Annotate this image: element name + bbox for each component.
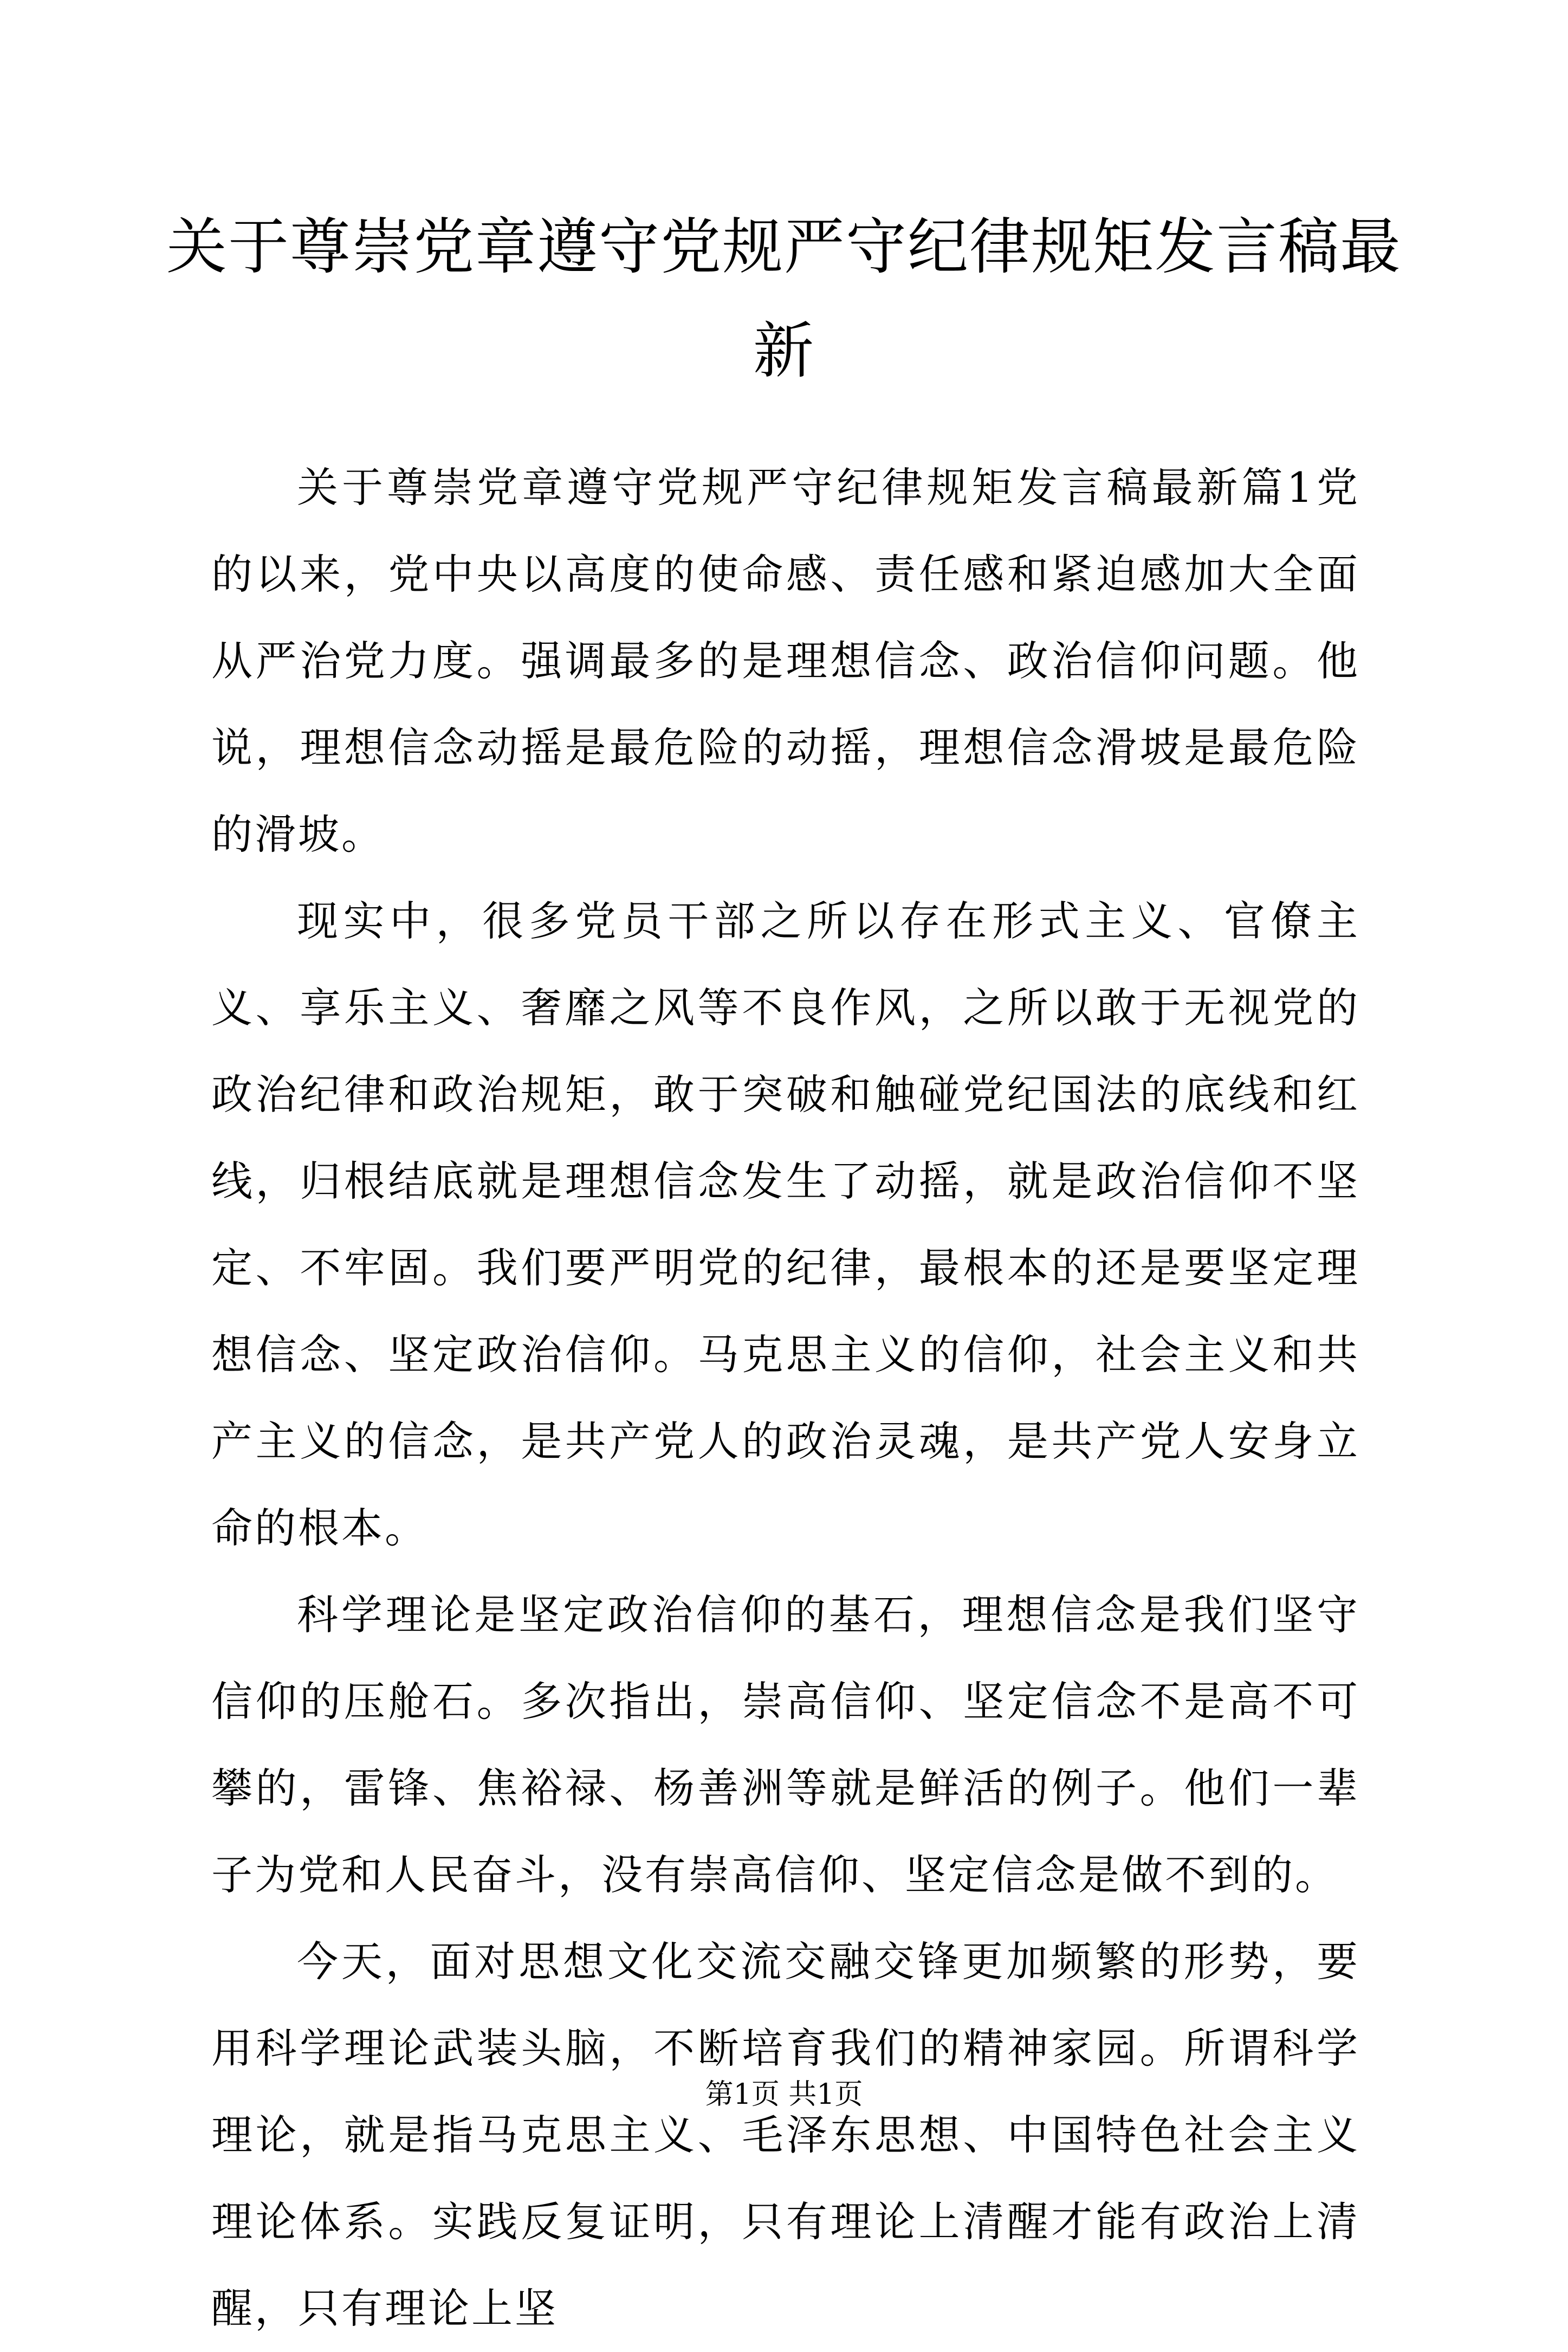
document-title: 关于尊崇党章遵守党规严守纪律规矩发言稿最新 [166, 212, 1402, 386]
paragraph-2: 现实中，很多党员干部之所以存在形式主义、官僚主义、享乐主义、奢靡之风等不良作风，之所以敢于无视党的政治纪律和政治规矩，敢于突破和触碰党纪国法的底线和红线，归根结底就是理想信念发生了动摇，就是政治信仰不坚定、不牢固。我们要严明党的纪律，最根本的还是要坚定理想信念、坚定政治信仰。马克思主义的信仰，社会主义和共产主义的信念，是共产党人的政治灵魂，是共产党人安身立命的根本。 [211, 897, 1360, 1552]
page-footer: 第1页 共1页 [705, 2078, 863, 2111]
document-body [211, 444, 1360, 2352]
paragraph-3: 科学理论是坚定政治信仰的基石，理想信念是我们坚守信仰的压舱石。多次指出，崇高信仰、坚定信念不是高不可攀的，雷锋、焦裕禄、杨善洲等就是鲜活的例子。他们一辈子为党和人民奋斗，没有崇高信仰、坚定信念是做不到的。 [211, 1591, 1360, 1899]
paragraph-1: 关于尊崇党章遵守党规严守纪律规矩发言稿最新篇1党的以来，党中央以高度的使命感、责任感和紧迫感加大全面从严治党力度。强调最多的是理想信念、政治信仰问题。他说，理想信念动摇是最危险的动摇，理想信念滑坡是最危险的滑坡。 [211, 463, 1360, 858]
paragraph-4: 今天，面对思想文化交流交融交锋更加频繁的形势，要用科学理论武装头脑，不断培育我们的精神家园。所谓科学理论，就是指马克思主义、毛泽东思想、中国特色社会主义理论体系。实践反复证明，只有理论上清醒才能有政治上清醒，只有理论上坚 [211, 1937, 1360, 2332]
